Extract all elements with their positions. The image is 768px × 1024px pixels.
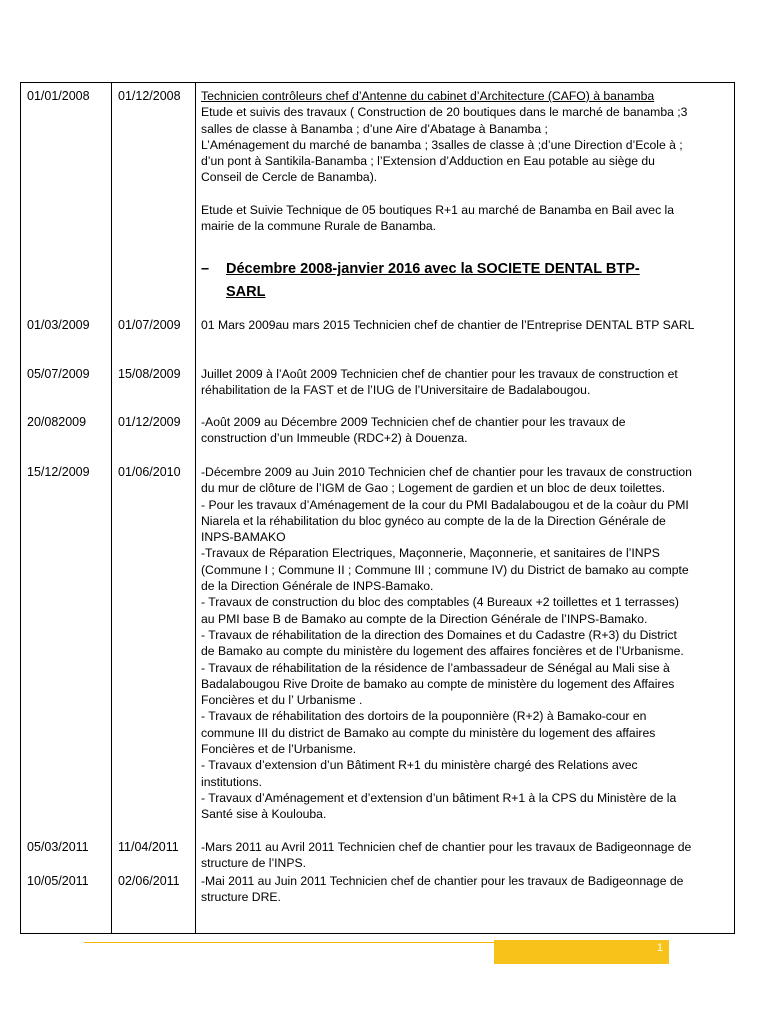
- entry-line: Foncières et du l’ Urbanisme .: [201, 693, 363, 708]
- entry-line: Etude et suivis des travaux ( Construction de 20 boutiques dans le marché de banamba ;3: [201, 105, 688, 120]
- end-date: 15/08/2009: [118, 367, 181, 381]
- footer-page-box: [494, 940, 669, 964]
- entry-line: structure de l’INPS.: [201, 856, 306, 871]
- entry-line: de la Direction Générale de INPS-Bamako.: [201, 579, 434, 594]
- start-dates-column: [21, 83, 112, 934]
- fast-iug-entry: [201, 366, 729, 399]
- entry-line: Etude et Suivie Technique de 05 boutiques R+1 au marché de Banamba en Bail avec la: [201, 202, 675, 217]
- entry-line: construction d’un Immeuble (RDC+2) à Douenza.: [201, 431, 468, 446]
- end-date: 01/06/2010: [118, 465, 181, 479]
- entry-line: réhabilitation de la FAST et de l’IUG de l’Universitaire de Badalabougou.: [201, 383, 591, 398]
- entry-line: - Travaux de construction du bloc des comptables (4 Bureaux +2 toillettes et 1 terrasses): [201, 595, 679, 610]
- entry-line: - Pour les travaux d’Aménagement de la cour du PMI Badalabougou et de la coàur du PMI: [201, 497, 689, 512]
- end-date: 11/04/2011: [118, 840, 179, 854]
- start-date: 05/03/2011: [27, 840, 89, 854]
- entry-line: commune III du district de Bamako au compte du ministère du logement des affaires: [201, 725, 656, 740]
- entry-line: Juillet 2009 à l’Août 2009 Technicien chef de chantier pour les travaux de construction et: [201, 367, 678, 381]
- entry-line: -Mars 2011 au Avril 2011 Technicien chef de chantier pour les travaux de Badigeonnage de: [201, 840, 692, 854]
- end-dates-column: [112, 83, 196, 934]
- experience-table: [20, 82, 735, 934]
- entry-line: - Travaux de réhabilitation de la direction des Domaines et du Cadastre (R+3) du District: [201, 627, 677, 642]
- entry-line: - Travaux de réhabilitation de la résidence de l’ambassadeur de Sénégal au Mali sise à: [201, 660, 670, 675]
- entry-line: (Commune I ; Commune II ; Commune III ; commune IV) du District de bamako au compte: [201, 562, 689, 577]
- entry-line: -Mai 2011 au Juin 2011 Technicien chef de chantier pour les travaux de Badigeonnage de: [201, 874, 684, 888]
- section-heading: [201, 258, 706, 304]
- entry-line: - Travaux de réhabilitation des dortoirs de la pouponnière (R+2) à Bamako-cour en: [201, 709, 647, 724]
- entry-line: du mur de clôture de l’IGM de Gao ; Logement de gardien et un bloc de deux toilettes.: [201, 481, 666, 496]
- start-date: 20/082009: [27, 415, 87, 429]
- dental-entry: 01 Mars 2009au mars 2015 Technicien chef de chantier de l’Entreprise DENTAL BTP SARL: [201, 318, 695, 332]
- start-date: 05/07/2009: [27, 367, 90, 381]
- entry-line: Foncières et de l’Urbanisme.: [201, 742, 357, 757]
- entry-line: de Bamako au compte du ministère du logement des affaires foncières et de l’Urbanisme.: [201, 644, 684, 659]
- entry-line: Niarela et la réhabilitation du bloc gynéco au compte de la de la Direction Générale de: [201, 513, 666, 528]
- end-date: 01/07/2009: [118, 318, 181, 332]
- start-date: 10/05/2011: [27, 874, 89, 888]
- entry-line: Badalabougou Rive Droite de bamako au compte de ministère du logement des Affaires: [201, 676, 675, 691]
- start-date: 01/03/2009: [27, 318, 90, 332]
- start-date: 15/12/2009: [27, 465, 90, 479]
- entry-line: - Travaux d’Aménagement et d’extension d’un bâtiment R+1 à la CPS du Ministère de la: [201, 790, 677, 805]
- inps-works-entry: [201, 464, 729, 823]
- badigeonnage-inps-entry: [201, 839, 729, 872]
- entry-line: -Décembre 2009 au Juin 2010 Technicien chef de chantier pour les travaux de construction: [201, 465, 692, 479]
- entry-line: L’Aménagement du marché de banamba ; 3salles de classe à ;d’une Direction d’Ecole à ;: [201, 137, 683, 152]
- entry-line: salles de classe à Banamba ; d’une Aire d’Abatage à Banamba ;: [201, 121, 548, 136]
- page-number: 1: [656, 942, 663, 954]
- heading-line: Décembre 2008-janvier 2016 avec la SOCIETE DENTAL BTP-: [226, 261, 640, 277]
- end-date: 01/12/2009: [118, 415, 181, 429]
- entry-line: Conseil de Cercle de Banamba).: [201, 170, 378, 185]
- end-date: 02/06/2011: [118, 874, 180, 888]
- start-date: 01/01/2008: [27, 89, 90, 103]
- end-date: 01/12/2008: [118, 89, 181, 103]
- job-title: Technicien contrôleurs chef d’Antenne du cabinet d’Architecture (CAFO) à banamba: [201, 89, 655, 103]
- douenza-entry: [201, 414, 729, 447]
- entry-line: INPS-BAMAKO: [201, 530, 286, 545]
- descriptions-column: [196, 83, 735, 934]
- entry-line: mairie de la commune Rurale de Banamba.: [201, 219, 437, 234]
- heading-line: SARL: [226, 284, 266, 300]
- dash-bullet: –: [201, 261, 210, 277]
- badigeonnage-dre-entry: [201, 873, 729, 906]
- entry-line: Santé sise à Koulouba.: [201, 807, 327, 822]
- entry-line: institutions.: [201, 774, 262, 789]
- footer-rule: [84, 942, 494, 943]
- entry-line: d’un pont à Santikila-Banamba ; l’Extension d’Adduction en Eau potable au siège du: [201, 154, 655, 169]
- entry-line: -Travaux de Réparation Electriques, Maçonnerie, Maçonnerie, et sanitaires de l’INPS: [201, 546, 660, 561]
- entry-line: structure DRE.: [201, 890, 281, 905]
- entry-line: - Travaux d’extension d’un Bâtiment R+1 du ministère chargé des Relations avec: [201, 758, 638, 773]
- cafo-entry: [201, 88, 729, 234]
- entry-line: au PMI base B de Bamako au compte de la Direction Générale de l’INPS-Bamako.: [201, 611, 648, 626]
- entry-line: -Août 2009 au Décembre 2009 Technicien chef de chantier pour les travaux de: [201, 415, 626, 429]
